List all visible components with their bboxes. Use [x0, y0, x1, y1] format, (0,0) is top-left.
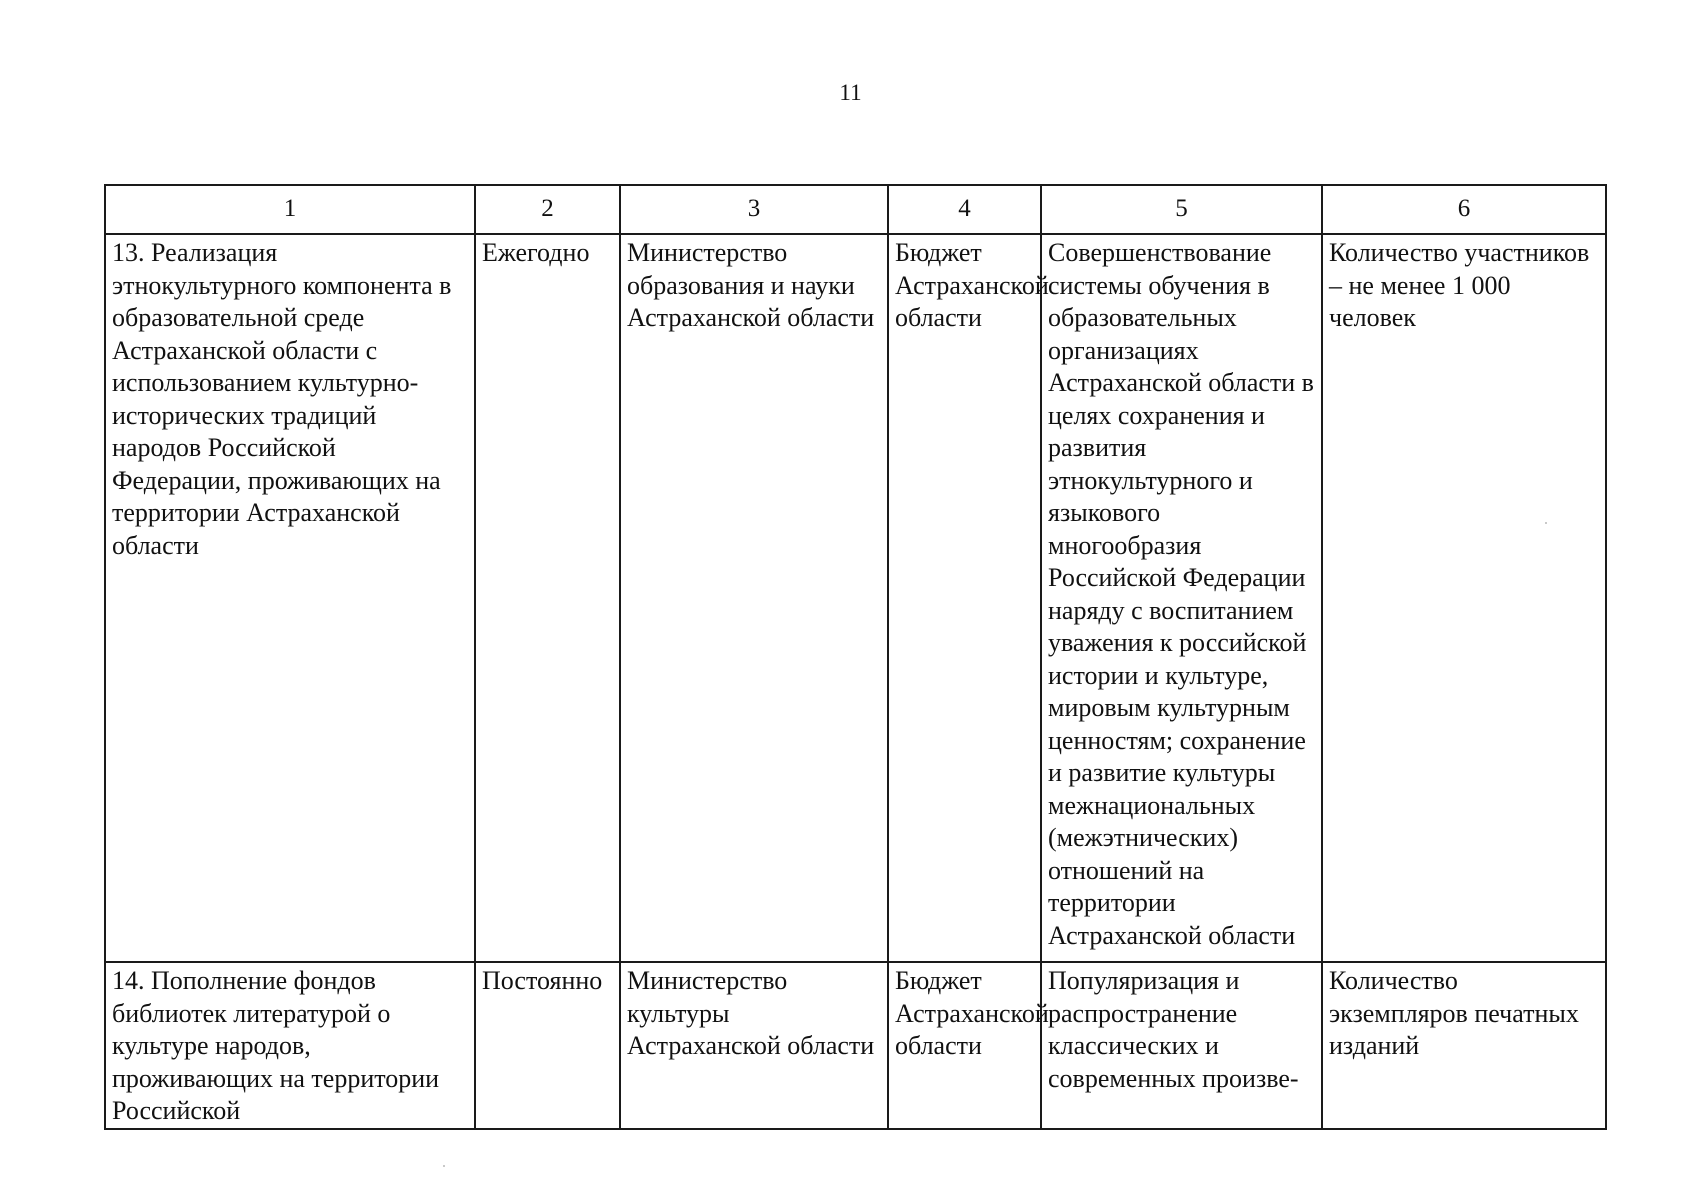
funding-cell: Бюджет Астраханской области: [888, 962, 1041, 1129]
executor-cell: Министерство образования и науки Астраханской области: [620, 234, 888, 962]
scan-speck: [443, 1165, 445, 1167]
column-header-2: 2: [475, 185, 620, 234]
result-cell: Популяризация и распространение классических и современных произве-: [1041, 962, 1322, 1129]
indicator-cell: Количество экземпляров печатных изданий: [1322, 962, 1606, 1129]
result-cell: Совершенствование системы обучения в образовательных организациях Астраханской области в целях сохранения и развития этнокультурного и языкового многообразия Российской Федерации наряду с воспитанием уважения к российской истории и культуре, мировым культурным ценностям; сохранение и развитие культуры межнациональных (межэтнических) отношений на территории Астраханской области: [1041, 234, 1322, 962]
column-header-3: 3: [620, 185, 888, 234]
term-cell: Ежегодно: [475, 234, 620, 962]
column-header-5: 5: [1041, 185, 1322, 234]
column-header-1: 1: [105, 185, 475, 234]
funding-cell: Бюджет Астраханской области: [888, 234, 1041, 962]
page-number: 11: [839, 80, 862, 105]
event-cell: 14. Пополнение фондов библиотек литературой о культуре народов, проживающих на территории Российской: [105, 962, 475, 1129]
term-cell: Постоянно: [475, 962, 620, 1129]
table-row: [105, 234, 1606, 962]
event-cell: 13. Реализация этнокультурного компонента в образовательной среде Астраханской области с использованием культурно-исторических традиций народов Российской Федерации, проживающих на территории Астраханской области: [105, 234, 475, 962]
column-header-6: 6: [1322, 185, 1606, 234]
table-row: [105, 962, 1606, 1129]
header-row: [105, 185, 1606, 234]
indicator-cell: Количество участников – не менее 1 000 человек: [1322, 234, 1606, 962]
scan-speck: [1545, 522, 1547, 524]
executor-cell: Министерство культуры Астраханской области: [620, 962, 888, 1129]
activity-table: [104, 184, 1607, 1130]
column-header-4: 4: [888, 185, 1041, 234]
